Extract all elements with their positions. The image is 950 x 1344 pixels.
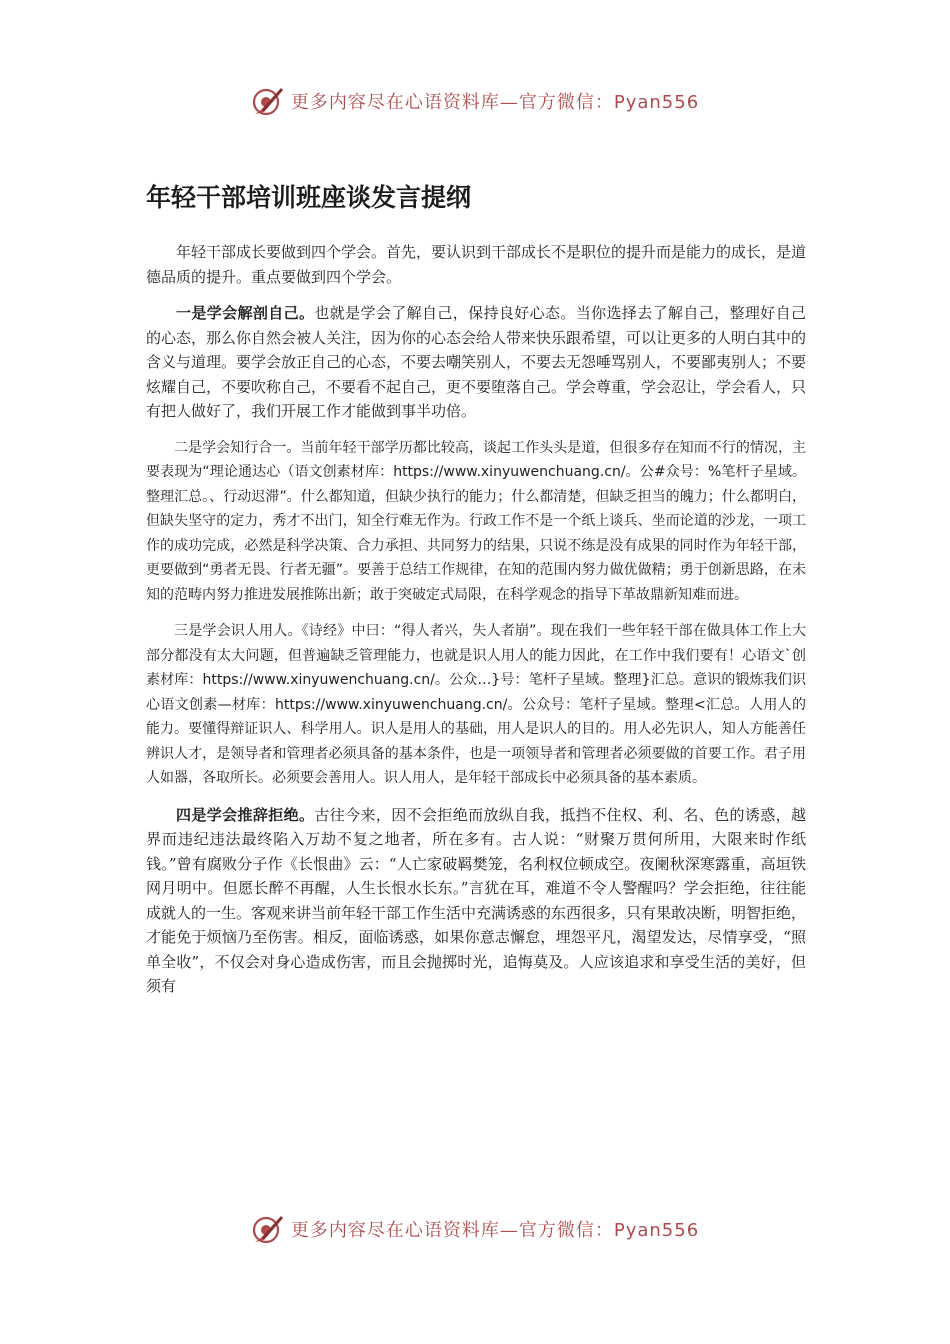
point-4-heading: 四是学会推辞拒绝。 <box>176 805 315 824</box>
paragraph-point-2: 二是学会知行合一。当前年轻干部学历都比较高，谈起工作头头是道，但很多存在知而不行的情况，主要表现为“理论通达心（语文创素材库：https://www.xinyuwenchuang.cn/。公#众号：%笔杆子星域。整理汇总。、行动迟滞”。什么都知道，但缺少执行的能力；什么都清楚，但缺乏担当的魄力；什么都明白，但缺失坚守的定力，秀才不出门，知全行难无作为。行政工作不是一个纸上谈兵、坐而论道的沙龙，一项工作的成功完成，必然是科学决策、合力承担、共同努力的结果，只说不练是没有成果的同时作为年轻干部，更要做到“勇者无畏、行者无疆”。要善于总结工作规律，在知的范围内努力做优做精；勇于创新思路，在未知的范畴内努力推进发展推陈出新；敢于突破定式局限，在科学观念的指导下革故鼎新知难而进。 <box>146 439 806 603</box>
document-title: 年轻干部培训班座谈发言提纲 <box>146 183 472 212</box>
paragraph-intro: 年轻干部成长要做到四个学会。首先，要认识到干部成长不是职位的提升而是能力的成长，是道德品质的提升。重点要做到四个学会。 <box>146 243 807 286</box>
pen-circle-logo-icon <box>251 84 285 118</box>
banner-text: 更多内容尽在心语资料库—官方微信：Pyan556 <box>290 1220 700 1241</box>
header-banner <box>0 84 950 118</box>
banner-text: 更多内容尽在心语资料库—官方微信：Pyan556 <box>290 92 700 113</box>
pen-circle-logo-icon <box>251 1212 285 1246</box>
document-body <box>146 178 806 1011</box>
point-1-heading: 一是学会解剖自己。 <box>176 304 315 322</box>
footer-banner <box>0 1212 950 1246</box>
paragraph-point-4: 四是学会推辞拒绝。古往今来，因不会拒绝而放纵自我，抵挡不住权、利、名、色的诱惑，越界而违纪违法最终陷入万劫不复之地者，所在多有。古人说：“财聚万贯何所用，大限来时作纸钱。”曾有腐败分子作《长恨曲》云：“人亡家破羁樊笼，名利权位顿成空。夜阑秋深寒露重，高垣铁网月明中。但愿长醉不再醒，人生长恨水长东。”言犹在耳，难道不令人警醒吗？学会拒绝，往往能成就人的一生。客观来讲当前年轻干部工作生活中充满诱惑的东西很多，只有果敢决断，明智拒绝，才能免于烦恼乃至伤害。相反，面临诱惑，如果你意志懈怠，埋怨平凡，渴望发达，尽情享受，“照单全收”，不仅会对身心造成伤害，而且会抛掷时光，追悔莫及。人应该追求和享受生活的美好，但须有 <box>146 805 807 995</box>
paragraph-point-3: 三是学会识人用人。《诗经》中曰：“得人者兴，失人者崩”。现在我们一些年轻干部在做具体工作上大部分都没有太大问题，但普遍缺乏管理能力，也就是识人用人的能力因此，在工作中我们要有！心语文`创素材库：https://www.xinyuwenchuang.cn/。公众…}号：笔杆子星域。整理}汇总。意识的锻炼我们识心语文创素—材库：https://www.xinyuwenchuang.cn/。公众号：笔杆子星域。整理<汇总。人用人的能力。要懂得辩证识人、科学用人。识人是用人的基础，用人是识人的目的。用人必先识人，知人方能善任辨识人才，是领导者和管理者必须具备的基本条件，也是一项领导者和管理者必须要做的首要工作。君子用人如器，各取所长。必须要会善用人。识人用人，是年轻干部成长中必须具备的基本素质。 <box>146 623 806 786</box>
paragraph-point-1: 一是学会解剖自己。也就是学会了解自己，保持良好心态。当你选择去了解自己，整理好自己的心态，那么你自然会被人关注，因为你的心态会给人带来快乐跟希望，可以让更多的人明白其中的含义与道理。要学会放正自己的心态，不要去嘲笑别人，不要去无怨唾骂别人，不要鄙夷别人；不要炫耀自己，不要吹称自己，不要看不起自己，更不要堕落自己。学会尊重，学会忍让，学会看人，只有把人做好了，我们开展工作才能做到事半功倍。 <box>146 304 807 420</box>
